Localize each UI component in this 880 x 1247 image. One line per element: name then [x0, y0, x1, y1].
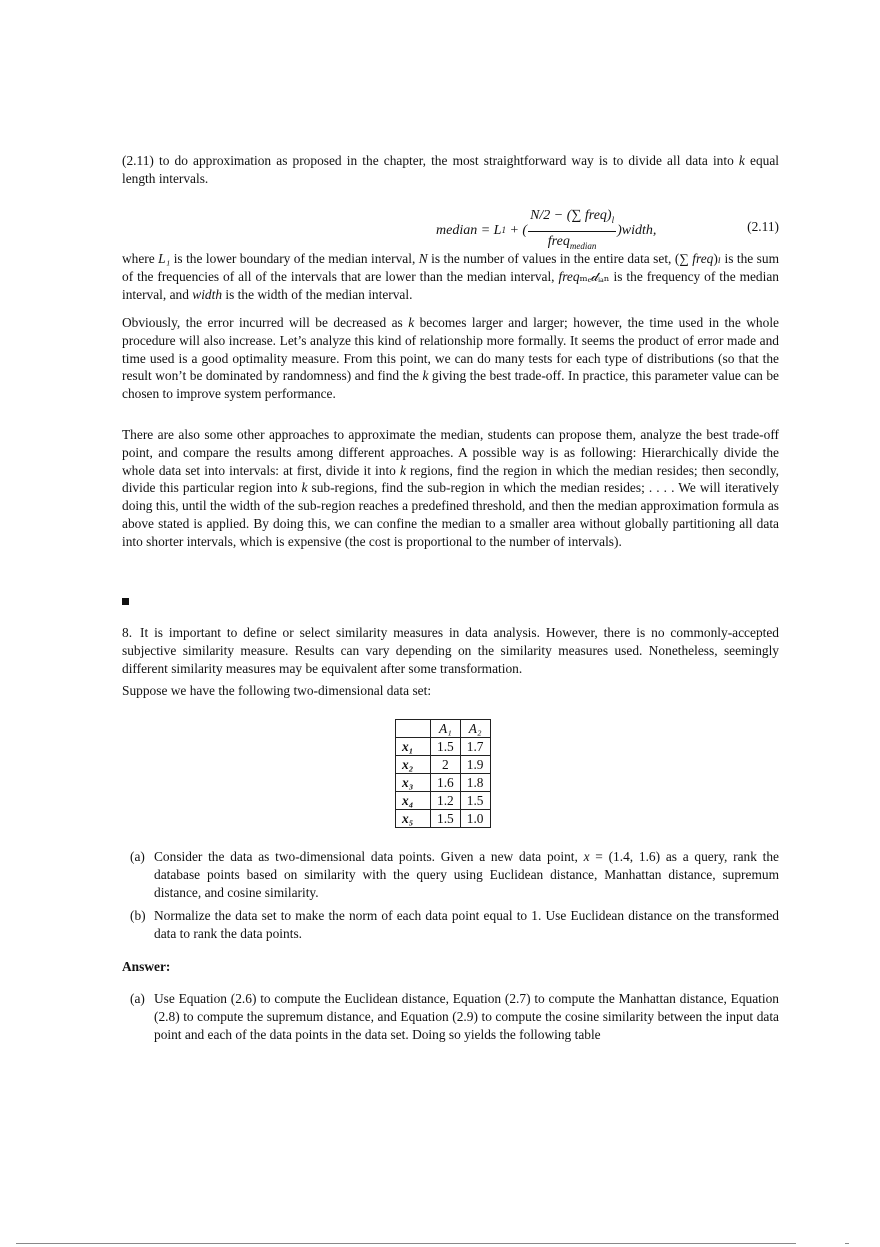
end-of-proof-square — [122, 598, 129, 605]
data-table — [395, 719, 491, 828]
answer-a-label: (a) — [130, 991, 145, 1006]
tradeoff-paragraph: Obviously, the error incurred will be decreased as k becomes larger and larger; however, the time used in the whole procedure will also increase. Let’s analyze this kind of relationship more formally. It seems the product of error made and time used is a good optimality measure. From this point, we can do many tests for each type of distributions (so that the result won’t be dominated by randomness) and find the k giving the best trade-off. In practice, this parameter value can be chosen to improve system performance. — [122, 315, 779, 402]
part-b-text: Normalize the data set to make the norm of each data point equal to 1. Use Euclidean distance on the transformed data to rank the data points. — [154, 908, 779, 941]
equation-numerator: N/2 − (∑ freq) — [530, 208, 612, 223]
table-row: x₅ 1.5 1.0 — [396, 810, 491, 828]
suppose-text: Suppose we have the following two-dimensional data set: — [122, 683, 432, 698]
question-number: 8. — [122, 625, 133, 640]
part-b-label: (b) — [130, 908, 146, 923]
table-header-row — [396, 720, 491, 738]
header-a1: A₁ — [431, 720, 461, 738]
footer-mark — [845, 1243, 849, 1244]
approaches-paragraph: There are also some other approaches to approximate the median, students can propose them, analyze the best trade-off point, and compare the results among different approaches. A possible way is as following: Hierarchically divide the whole data set into intervals: at first, divide it into k regions, find the region in which the median resides; then secondly, divide this particular region into k sub-regions, find the sub-region in which the median resides; . . . . We will iteratively doing this, until the width of the sub-region reaches a predefined threshold, and then the median approximation formula as above stated is applied. By doing this, we can confine the median to a smaller area without globally partitioning all data into shorter intervals, which is expensive (the cost is proportional to the number of intervals). — [122, 427, 779, 549]
equation-plus: + ( — [505, 223, 528, 239]
median-equation — [122, 207, 779, 251]
equation-denominator: freq — [547, 233, 570, 249]
equation-lhs-sub: 1 — [501, 225, 506, 236]
table-row: x₄ 1.2 1.5 — [396, 792, 491, 810]
intro-paragraph: (2.11) to do approximation as proposed in the chapter, the most straightforward way is to divide all data into k equal length intervals. — [122, 153, 779, 186]
equation-fraction — [528, 207, 616, 255]
table-row: x₃ 1.6 1.8 — [396, 774, 491, 792]
header-a2: A₂ — [460, 720, 490, 738]
footer-rule — [16, 1243, 796, 1244]
equation-numerator-sub: l — [611, 214, 615, 225]
answer-a-text: Use Equation (2.6) to compute the Euclidean distance, Equation (2.7) to compute the Manhattan distance, Equation (2.8) to compute the supremum distance, and Equation (2.9) to compute the cosine similarity between the input data point and each of the data points in the data set. Doing so yields the following table — [154, 991, 779, 1042]
equation-tail: )width, — [617, 223, 657, 239]
part-a-text: Consider the data as two-dimensional data points. Given a new data point, x = (1.4, 1.6) as a query, rank the database points based on similarity with the query using Euclidean distance, Manhattan distance, supremum distance, and cosine similarity. — [154, 849, 779, 900]
equation-denominator-sub: median — [569, 240, 597, 251]
answer-heading: Answer: — [122, 959, 171, 974]
part-a-label: (a) — [130, 849, 145, 864]
definitions-paragraph: where L₁ is the lower boundary of the median interval, N is the number of values in the entire data set, (∑ freq)ₗ is the sum of the frequencies of all of the intervals that are lower than the median interval, freqₘₑ𝒹ᵢₐₙ is the frequency of the median interval, and width is the width of the median interval. — [122, 251, 780, 302]
table-row: x₂ 2 1.9 — [396, 756, 491, 774]
question-text: It is important to define or select similarity measures in data analysis. However, there is no commonly-accepted subjective similarity measure. Results can vary depending on the similarity measures used. Nonetheless, seemingly different similarity measures may be equivalent after some transformation. — [122, 625, 779, 676]
equation-lhs: median = L — [436, 223, 502, 239]
equation-number: (2.11) — [747, 219, 779, 234]
table-row: x₁ 1.5 1.7 — [396, 738, 491, 756]
